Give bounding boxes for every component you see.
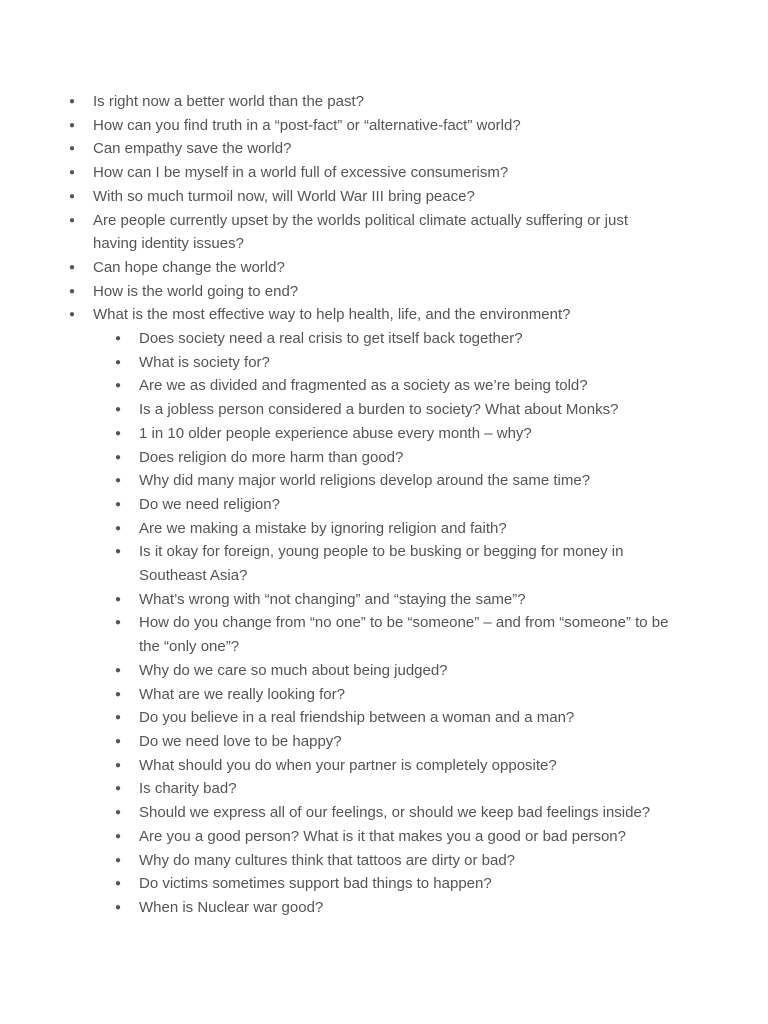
document-page bbox=[0, 90, 768, 920]
list-item bbox=[0, 303, 768, 919]
sub-list-item bbox=[0, 754, 768, 778]
sub-question-text: Why do many cultures think that tattoos are dirty or bad? bbox=[139, 851, 516, 869]
sub-question-text: Is it okay for foreign, young people to be busking or begging for money in Southeast Asia? bbox=[139, 543, 624, 585]
bullet-icon: ● bbox=[115, 759, 122, 771]
bullet-icon: ● bbox=[69, 214, 76, 226]
list-item bbox=[0, 256, 768, 280]
sub-list-item bbox=[0, 683, 768, 707]
sub-list-item bbox=[0, 849, 768, 873]
bullet-icon: ● bbox=[115, 522, 122, 534]
sub-question-text: Should we express all of our feelings, or should we keep bad feelings inside? bbox=[139, 804, 651, 822]
question-text: Is right now a better world than the past? bbox=[93, 93, 364, 110]
bullet-icon: ● bbox=[69, 167, 76, 179]
sub-list-item bbox=[0, 825, 768, 849]
sub-question-text: Does society need a real crisis to get itself back together? bbox=[139, 330, 523, 348]
sub-list-item bbox=[0, 398, 768, 422]
sub-question-text: When is Nuclear war good? bbox=[139, 898, 324, 916]
sub-list-item bbox=[0, 777, 768, 801]
list-item bbox=[0, 137, 768, 161]
sub-list-item bbox=[0, 540, 768, 587]
list-item bbox=[0, 114, 768, 138]
bullet-icon: ● bbox=[115, 498, 122, 510]
sub-question-text: Are you a good person? What is it that makes you a good or bad person? bbox=[139, 827, 626, 845]
list-item bbox=[0, 209, 768, 256]
bullet-icon: ● bbox=[69, 309, 76, 321]
bullet-icon: ● bbox=[69, 96, 76, 107]
sub-list-item bbox=[0, 351, 768, 375]
list-item bbox=[0, 161, 768, 185]
sub-list-item bbox=[0, 588, 768, 612]
bullet-icon: ● bbox=[115, 451, 122, 463]
bullet-icon: ● bbox=[115, 593, 122, 605]
sub-list-item bbox=[0, 446, 768, 470]
list-item bbox=[0, 90, 768, 114]
bullet-icon: ● bbox=[115, 712, 122, 724]
question-text: Can hope change the world? bbox=[93, 258, 285, 276]
sub-list-item bbox=[0, 706, 768, 730]
sub-list-item bbox=[0, 493, 768, 517]
question-text: How can I be myself in a world full of excessive consumerism? bbox=[93, 164, 509, 182]
sub-list-item bbox=[0, 730, 768, 754]
sub-list-item bbox=[0, 517, 768, 541]
bullet-icon: ● bbox=[115, 901, 122, 913]
sub-question-text: Is charity bad? bbox=[139, 780, 237, 798]
bullet-icon: ● bbox=[69, 190, 76, 202]
sub-list-item bbox=[0, 327, 768, 351]
sub-question-text: Does religion do more harm than good? bbox=[139, 448, 404, 466]
sub-list-item bbox=[0, 872, 768, 896]
sub-question-text: 1 in 10 older people experience abuse every month – why? bbox=[139, 424, 532, 442]
sub-list-item bbox=[0, 659, 768, 683]
sub-question-text: Do we need love to be happy? bbox=[139, 732, 342, 750]
sub-question-text: Do you believe in a real friendship between a woman and a man? bbox=[139, 709, 575, 727]
sub-question-text: Do we need religion? bbox=[139, 495, 280, 513]
sub-list-item bbox=[0, 801, 768, 825]
bullet-icon: ● bbox=[115, 333, 122, 345]
bullet-icon: ● bbox=[69, 285, 76, 297]
bullet-icon: ● bbox=[115, 807, 122, 819]
sub-question-text: Are we making a mistake by ignoring religion and faith? bbox=[139, 519, 507, 537]
bullet-icon: ● bbox=[115, 735, 122, 747]
sub-question-list bbox=[0, 327, 768, 920]
bullet-icon: ● bbox=[115, 356, 122, 368]
sub-question-text: Is a jobless person considered a burden to society? What about Monks? bbox=[139, 401, 619, 419]
sub-question-text: What should you do when your partner is completely opposite? bbox=[139, 756, 557, 774]
bullet-icon: ● bbox=[115, 783, 122, 795]
question-text: Can empathy save the world? bbox=[93, 140, 292, 158]
bullet-icon: ● bbox=[69, 143, 76, 155]
bullet-icon: ● bbox=[115, 380, 122, 392]
sub-question-text: What is society for? bbox=[139, 353, 270, 371]
bullet-icon: ● bbox=[115, 664, 122, 676]
sub-question-text: Do victims sometimes support bad things to happen? bbox=[139, 875, 492, 893]
sub-list-item bbox=[0, 422, 768, 446]
sub-question-text: Why do we care so much about being judged? bbox=[139, 661, 448, 679]
sub-list-item bbox=[0, 896, 768, 920]
bullet-icon: ● bbox=[115, 475, 122, 487]
question-text: Are people currently upset by the worlds political climate actually suffering or just having identity issues? bbox=[93, 211, 628, 253]
question-text: How is the world going to end? bbox=[93, 282, 299, 300]
bullet-icon: ● bbox=[115, 854, 122, 866]
sub-question-text: Are we as divided and fragmented as a society as we’re being told? bbox=[139, 377, 588, 395]
question-list bbox=[0, 90, 768, 920]
bullet-icon: ● bbox=[115, 878, 122, 890]
bullet-icon: ● bbox=[115, 546, 122, 558]
sub-question-text: How do you change from “no one” to be “someone” – and from “someone” to be the “only one”? bbox=[139, 614, 669, 656]
question-text: What is the most effective way to help health, life, and the environment? bbox=[93, 306, 571, 324]
list-item bbox=[0, 185, 768, 209]
question-text: How can you find truth in a “post-fact” or “alternative-fact” world? bbox=[93, 116, 521, 134]
sub-list-item bbox=[0, 374, 768, 398]
list-item bbox=[0, 280, 768, 304]
sub-list-item bbox=[0, 469, 768, 493]
sub-question-text: What are we really looking for? bbox=[139, 685, 345, 703]
sub-list-item bbox=[0, 611, 768, 658]
bullet-icon: ● bbox=[115, 688, 122, 700]
question-text: With so much turmoil now, will World War III bring peace? bbox=[93, 187, 475, 205]
bullet-icon: ● bbox=[115, 427, 122, 439]
sub-question-text: What’s wrong with “not changing” and “staying the same”? bbox=[139, 590, 526, 608]
bullet-icon: ● bbox=[69, 261, 76, 273]
bullet-icon: ● bbox=[115, 617, 122, 629]
bullet-icon: ● bbox=[115, 404, 122, 416]
bullet-icon: ● bbox=[115, 830, 122, 842]
sub-question-text: Why did many major world religions develop around the same time? bbox=[139, 472, 591, 490]
bullet-icon: ● bbox=[69, 119, 76, 131]
